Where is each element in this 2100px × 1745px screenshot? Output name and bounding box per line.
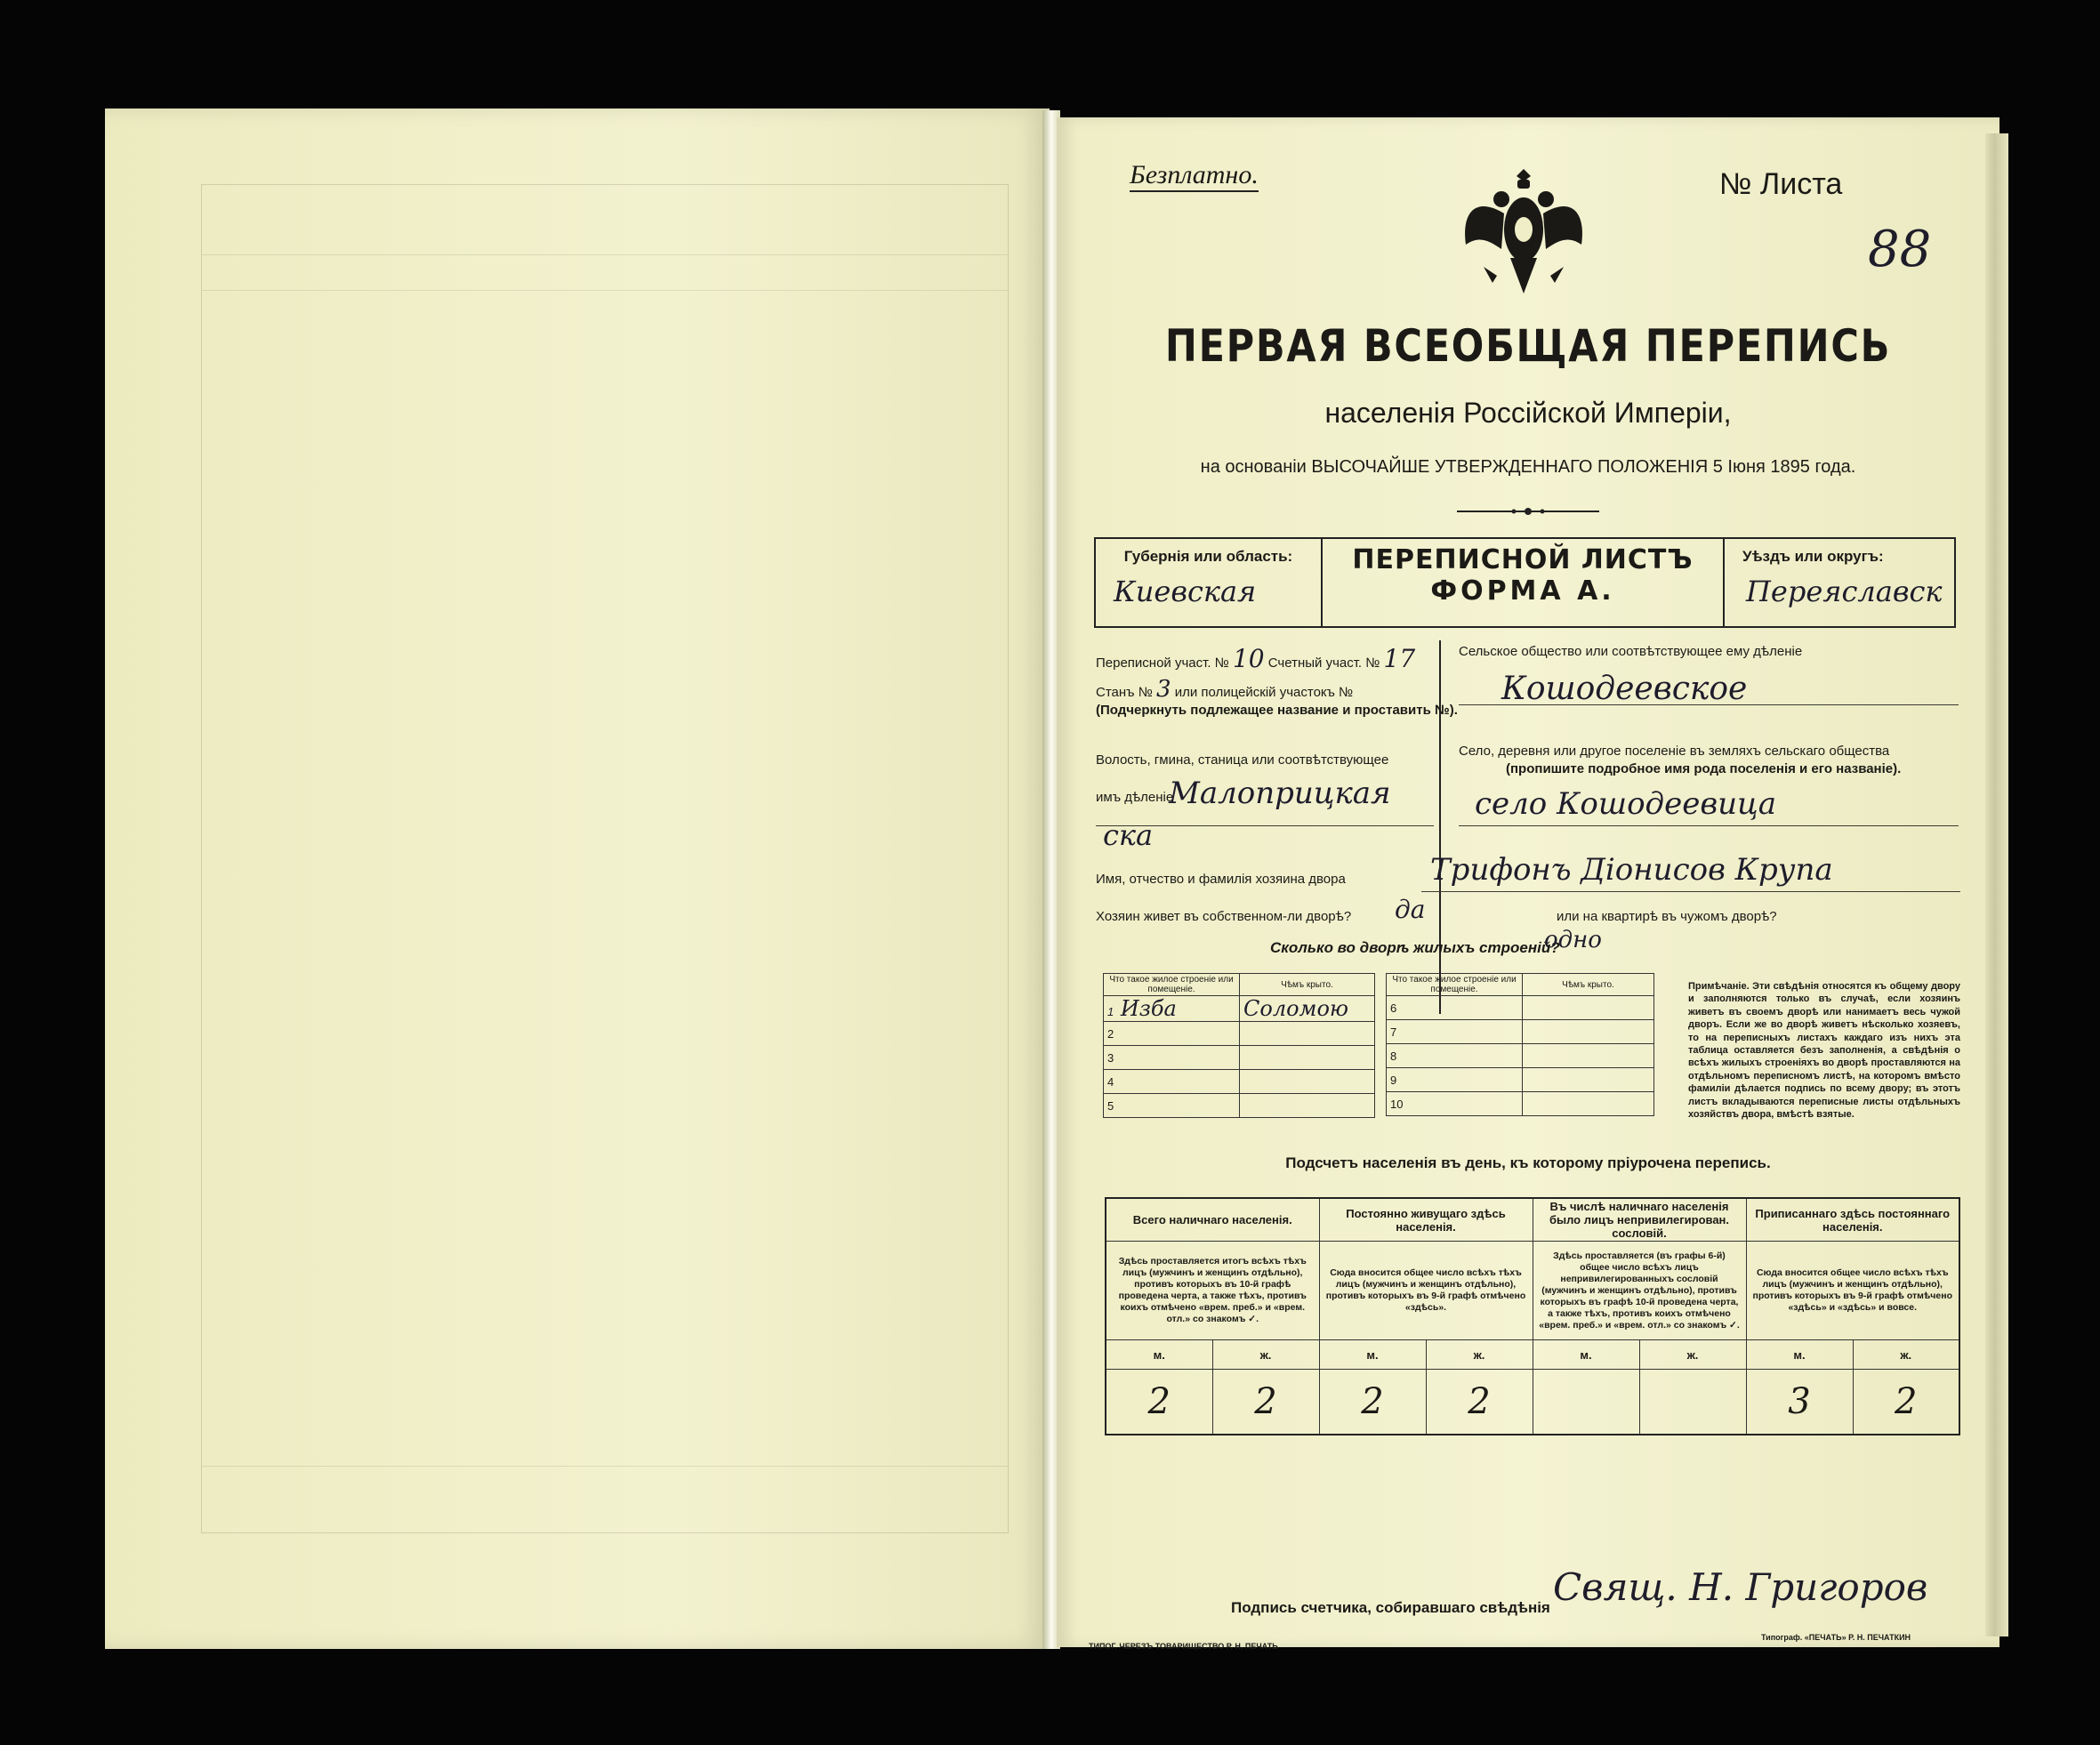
table-row: 9 bbox=[1387, 1068, 1654, 1092]
village-value: село Кошодеевица bbox=[1475, 786, 1777, 822]
registered-male-count: 3 bbox=[1746, 1370, 1853, 1435]
buildings-note: Примѣчаніе. Эти свѣдѣнія относятся къ общему двору и заполняются только въ случаѣ, если хозяинъ живетъ въ своемъ дворѣ или нанимаетъ весь чужой дворъ. Если же во дворѣ живетъ нѣсколько хозяевъ, то на переписныхъ листахъ каждаго изъ нихъ эта таблица оставляется безъ заполненія, а свѣдѣнія о всѣхъ жилыхъ строеніяхъ во дворѣ проставляются на отдѣльномъ переписномъ листѣ, на которомъ вмѣсто фамиліи дѣлается подпись по всему двору; въ этотъ листъ вкладываются переписные листы отдѣльныхъ хозяйствъ двора, вмѣстѣ взятые. bbox=[1688, 981, 1960, 1121]
buildings-count-value: одно bbox=[1544, 927, 1602, 953]
form-title-cell bbox=[1323, 539, 1725, 626]
female-header: ж. bbox=[1426, 1340, 1533, 1370]
enumerator-signature: Свящ. Н. Григоров bbox=[1553, 1565, 1928, 1609]
volost-label-line1: Волость, гмина, станица или соотвѣтствующее bbox=[1096, 752, 1389, 768]
census-district-label: Переписной участ. № bbox=[1096, 655, 1229, 671]
lives-own-label: Хозяин живет въ собственном-ли дворѣ? bbox=[1096, 909, 1352, 924]
census-district-value: 10 bbox=[1232, 644, 1265, 673]
district-label: Уѣздъ или округъ: bbox=[1742, 548, 1884, 565]
table-row: 10 bbox=[1387, 1092, 1654, 1116]
society-underline bbox=[1459, 704, 1959, 705]
present-male-count: 2 bbox=[1106, 1370, 1212, 1435]
province-cell bbox=[1096, 539, 1323, 626]
roof-header: Чѣмъ крыто. bbox=[1240, 974, 1375, 996]
owner-value: Трифонъ Діонисов Крупа bbox=[1430, 852, 1833, 888]
police-label: или полицейскій участокъ № bbox=[1174, 685, 1354, 700]
roof-header: Чѣмъ крыто. bbox=[1523, 974, 1654, 996]
printer-imprint-right: Типограф. «ПЕЧАТЬ» Р. Н. ПЕЧАТКИН bbox=[1761, 1633, 1911, 1642]
district-cell bbox=[1725, 539, 1954, 626]
owner-underline bbox=[1421, 891, 1960, 892]
lives-own-value: да bbox=[1395, 895, 1426, 924]
female-header: ж. bbox=[1212, 1340, 1319, 1370]
present-population-header: Всего наличнаго населенія. bbox=[1106, 1198, 1319, 1242]
double-headed-eagle-emblem bbox=[1457, 160, 1590, 302]
free-label: Безплатно. bbox=[1130, 160, 1259, 192]
female-header: ж. bbox=[1853, 1340, 1959, 1370]
stan-value: 3 bbox=[1155, 676, 1171, 703]
census-subtitle: населенія Россійской Имперіи, bbox=[1324, 397, 1732, 429]
roof-cell: Соломою bbox=[1240, 996, 1375, 1022]
ornament-divider bbox=[1457, 505, 1599, 518]
table-row: 2 bbox=[1104, 1022, 1375, 1046]
unprivileged-male-count bbox=[1533, 1370, 1639, 1435]
owner-label: Имя, отчество и фамилія хозяина двора bbox=[1096, 872, 1346, 887]
present-female-count: 2 bbox=[1212, 1370, 1319, 1435]
resident-female-count: 2 bbox=[1426, 1370, 1533, 1435]
sheet-number-label: № Листа bbox=[1719, 167, 1843, 201]
police-note: (Подчеркнуть подлежащее название и проставить №). bbox=[1096, 703, 1458, 718]
resident-population-description: Сюда вносится общее число всѣхъ тѣхъ лицъ (мужчинъ и женщинъ отдѣльно), противъ которыхъ въ 9-й графѣ отмѣчено «здѣсь». bbox=[1319, 1242, 1533, 1340]
table-row: 8 bbox=[1387, 1044, 1654, 1068]
counting-district-value: 17 bbox=[1383, 644, 1416, 673]
present-population-description: Здѣсь проставляется итогъ всѣхъ тѣхъ лицъ (мужчинъ и женщинъ отдѣльно), противъ которыхъ въ 10-й графѣ проведена черта, а также тѣхъ, противъ коихъ отмѣчено «врем. преб.» и «врем. отл.» со знакомъ ✓. bbox=[1106, 1242, 1319, 1340]
buildings-table-right bbox=[1386, 973, 1654, 1116]
society-label: Сельское общество или соотвѣтствующее ему дѣленіе bbox=[1459, 644, 1803, 659]
volost-label-line2: имъ дѣленіе bbox=[1096, 790, 1174, 805]
village-underline bbox=[1459, 825, 1959, 826]
province-label: Губернія или область: bbox=[1123, 548, 1293, 565]
population-summary-table bbox=[1105, 1197, 1960, 1435]
registered-population-description: Сюда вносится общее число всѣхъ тѣхъ лицъ (мужчинъ и женщинъ отдѣльно), противъ которыхъ въ 9-й графѣ отмѣчено «здѣсь» и «здѣсь» и вовсе. bbox=[1746, 1242, 1959, 1340]
buildings-table-left bbox=[1103, 973, 1375, 1118]
lives-rent-label: или на квартирѣ въ чужомъ дворѣ? bbox=[1557, 909, 1777, 924]
resident-male-count: 2 bbox=[1319, 1370, 1426, 1435]
male-header: м. bbox=[1106, 1340, 1212, 1370]
buildings-count-label: Сколько во дворѣ жилыхъ строеній? bbox=[1270, 939, 1560, 956]
sheet-number-value: 88 bbox=[1868, 221, 1932, 278]
form-subtitle: ФОРМА А. bbox=[1430, 575, 1615, 607]
building-type-cell: Изба bbox=[1120, 996, 1177, 1021]
male-header: м. bbox=[1533, 1340, 1639, 1370]
page-edges bbox=[1985, 133, 2008, 1636]
female-header: ж. bbox=[1639, 1340, 1746, 1370]
volost-value: Малоприцкая bbox=[1169, 776, 1391, 811]
registered-population-header: Приписаннаго здѣсь постояннаго населенія. bbox=[1746, 1198, 1959, 1242]
left-page-bleed-through-frame bbox=[201, 184, 1009, 1533]
signature-label: Подпись счетчика, собиравшаго свѣдѣнія bbox=[1231, 1599, 1550, 1616]
unprivileged-population-header: Въ числѣ наличнаго населенія было лицъ непривилегирован. сословій. bbox=[1533, 1198, 1746, 1242]
volost-underline bbox=[1096, 825, 1434, 826]
left-blank-page bbox=[105, 109, 1050, 1649]
census-form-page bbox=[1057, 117, 1999, 1651]
resident-population-header: Постоянно живущаго здѣсь населенія. bbox=[1319, 1198, 1533, 1242]
table-row: 7 bbox=[1387, 1020, 1654, 1044]
table-row: 1 Изба Соломою bbox=[1104, 996, 1375, 1022]
population-summary-title: Подсчетъ населенія въ день, къ которому пріурочена перепись. bbox=[1285, 1154, 1771, 1171]
owner-row bbox=[1096, 872, 1346, 887]
counting-district-label: Счетный участ. № bbox=[1267, 655, 1380, 671]
male-header: м. bbox=[1319, 1340, 1426, 1370]
building-type-header: Что такое жилое строеніе или помещеніе. bbox=[1104, 974, 1240, 996]
table-row: 4 bbox=[1104, 1070, 1375, 1094]
census-title: ПЕРВАЯ ВСЕОБЩАЯ ПЕРЕПИСЬ bbox=[1164, 320, 1892, 372]
district-value: Переяславск bbox=[1746, 575, 1943, 608]
society-value: Кошодеевское bbox=[1501, 671, 1748, 707]
stan-row bbox=[1096, 676, 1353, 703]
legal-basis-line: на основаніи ВЫСОЧАЙШЕ УТВЕРЖДЕННАГО ПОЛОЖЕНІЯ 5 Іюня 1895 года. bbox=[1200, 457, 1856, 477]
volost-value-continued: ска bbox=[1103, 818, 1154, 852]
village-label: Село, деревня или другое поселеніе въ земляхъ сельскаго общества bbox=[1459, 744, 1890, 759]
province-value: Киевская bbox=[1114, 575, 1257, 608]
census-district-row bbox=[1096, 644, 1415, 673]
table-row: 3 bbox=[1104, 1046, 1375, 1070]
male-header: м. bbox=[1746, 1340, 1853, 1370]
unprivileged-female-count bbox=[1639, 1370, 1746, 1435]
form-title: ПЕРЕПИСНОЙ ЛИСТЪ bbox=[1352, 544, 1694, 575]
registered-female-count: 2 bbox=[1853, 1370, 1959, 1435]
fields-divider bbox=[1439, 640, 1441, 1014]
unprivileged-population-description: Здѣсь проставляется (въ графы 6-й) общее число всѣхъ лицъ непривилегированныхъ сословій (мужчинъ и женщинъ отдѣльно), противъ которыхъ въ графѣ 10-й проведена черта, а также тѣхъ, противъ коихъ отмѣчено «врем. преб.» и «врем. отл.» со знакомъ ✓. bbox=[1533, 1242, 1746, 1340]
printer-imprint-left: ТИПОГ. ЧЕРЕЗЪ ТОВАРИЩЕСТВО Р. Н. ПЕЧАТЬ bbox=[1089, 1642, 1278, 1651]
building-type-header: Что такое жилое строеніе или помещеніе. bbox=[1387, 974, 1523, 996]
table-row: 6 bbox=[1387, 996, 1654, 1020]
form-header-box bbox=[1094, 537, 1956, 628]
table-row: 5 bbox=[1104, 1094, 1375, 1118]
stan-label: Станъ № bbox=[1096, 685, 1153, 700]
village-note: (пропишите подробное имя рода поселенія и его названіе). bbox=[1506, 761, 1902, 776]
